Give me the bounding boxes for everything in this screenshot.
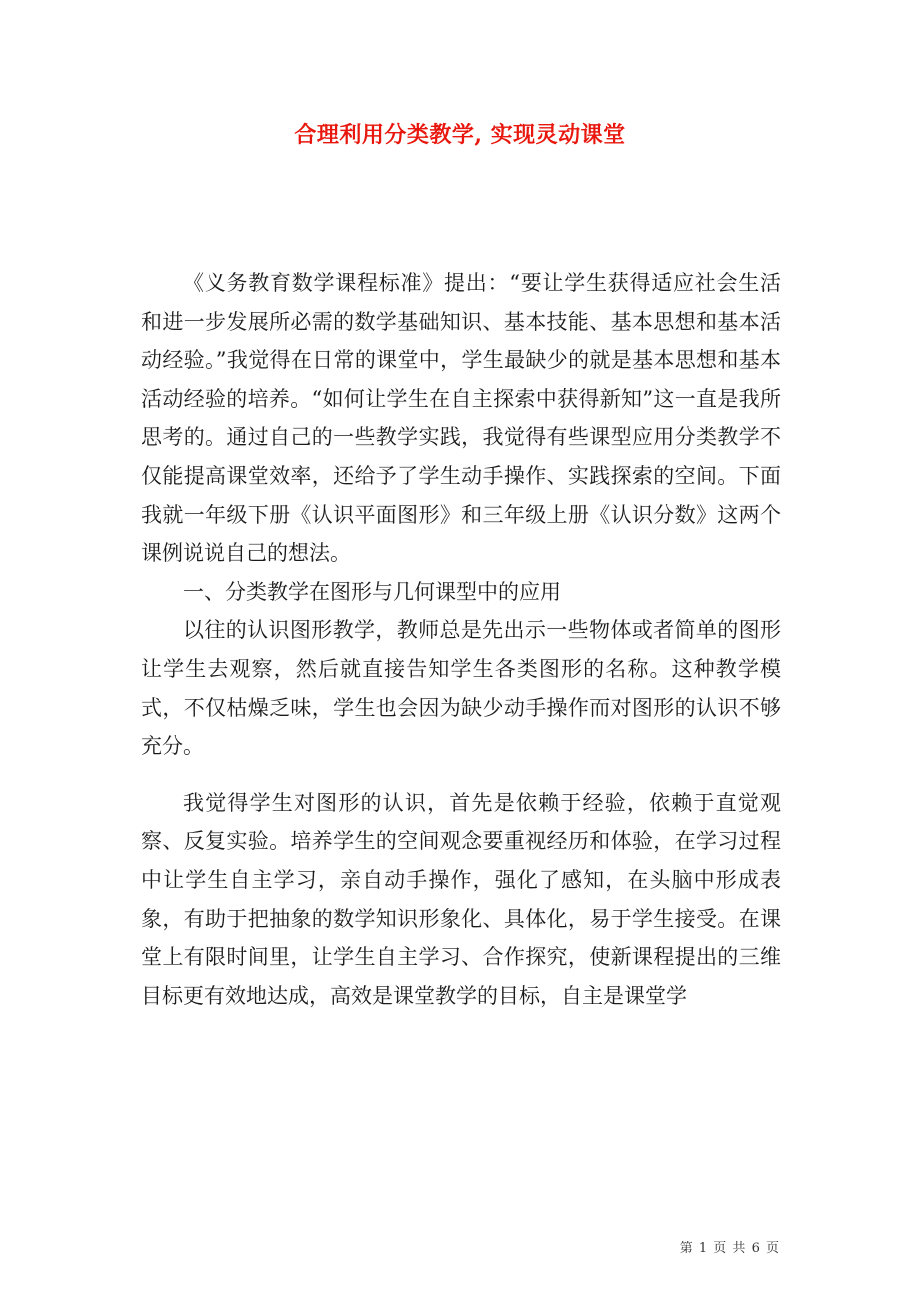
page-footer <box>0 1237 780 1256</box>
document-body <box>141 264 781 1015</box>
page-label-suffix: 页 <box>765 1241 780 1256</box>
section-heading: 一、分类教学在图形与几何课型中的应用 <box>183 579 561 604</box>
document-title: 合理利用分类教学, 实现灵动课堂 <box>294 122 626 148</box>
page-label-mid: 页 共 <box>713 1241 747 1256</box>
paragraph-student-cognition: 我觉得学生对图形的认识，首先是依赖于经验，依赖于直觉观察、反复实验。培养学生的空间观念要重视经历和体验，在学习过程中让学生自主学习，亲自动手操作，强化了感知，在头脑中形成表象，有助于把抽象的数学知识形象化、具体化，易于学生接受。在课堂上有限时间里，让学生自主学习、合作探究，使新课程提出的三维目标更有效地达成，高效是课堂教学的目标，自主是课堂学 <box>141 790 781 1008</box>
total-pages-number: 6 <box>751 1241 761 1256</box>
paragraph-previous-teaching: 以往的认识图形教学，教师总是先出示一些物体或者简单的图形让学生去观察，然后就直接告知学生各类图形的名称。这种教学模式，不仅枯燥乏味，学生也会因为缺少动手操作而对图形的认识不够充分。 <box>141 618 781 759</box>
paragraph-intro: 《义务教育数学课程标准》提出：“要让学生获得适应社会生活和进一步发展所必需的数学基础知识、基本技能、基本思想和基本活动经验。”我觉得在日常的课堂中，学生最缺少的就是基本思想和基本活动经验的培养。“如何让学生在自主探索中获得新知”这一直是我所思考的。通过自己的一些教学实践，我觉得有些课型应用分类教学不仅能提高课堂效率，还给予了学生动手操作、实践探索的空间。下面我就一年级下册《认识平面图形》和三年级上册《认识分数》这两个课例说说自己的想法。 <box>141 271 781 566</box>
current-page-number: 1 <box>698 1241 709 1256</box>
page-label-prefix: 第 <box>679 1241 694 1256</box>
